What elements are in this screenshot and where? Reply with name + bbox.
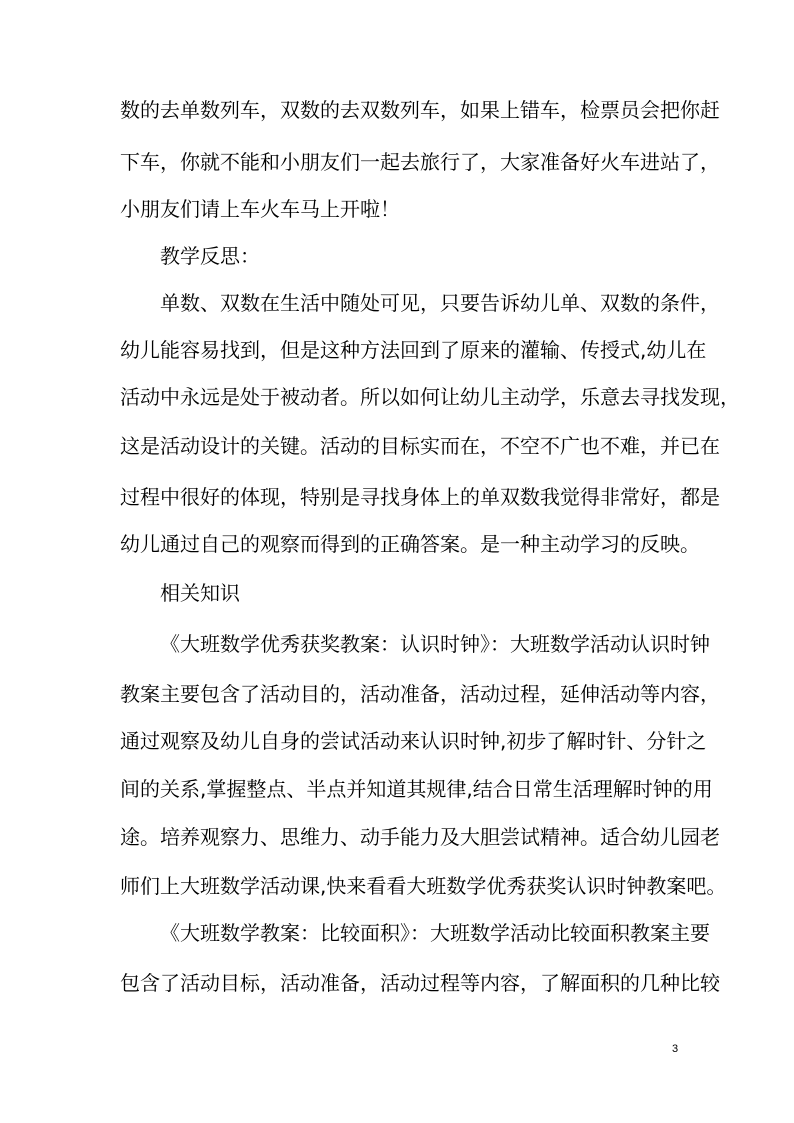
body-text-line: 《大班数学教案：比较面积》：大班数学活动比较面积教案主要 [160, 921, 710, 945]
body-text-line: 幼儿通过自己的观察而得到的正确答案。是一种主动学习的反映。 [120, 532, 700, 556]
body-text-line: 间的关系,掌握整点、半点并知道其规律,结合日常生活理解时钟的用 [120, 777, 713, 801]
body-text-line: 途。培养观察力、思维力、动手能力及大胆尝试精神。适合幼儿园老 [120, 825, 720, 849]
page-number: 3 [672, 1043, 679, 1055]
body-text-line: 通过观察及幼儿自身的尝试活动来认识时钟,初步了解时针、分针之 [120, 729, 707, 753]
body-text-line: 幼儿能容易找到，但是这种方法回到了原来的灌输、传授式,幼儿在 [120, 338, 707, 362]
body-text-line: 过程中很好的体现，特别是寻找身体上的单双数我觉得非常好，都是 [120, 485, 720, 509]
body-text-line: 数的去单数列车，双数的去双数列车，如果上错车，检票员会把你赶 [120, 98, 720, 122]
body-text-line: 教案主要包含了活动目的，活动准备，活动过程，延伸活动等内容， [120, 682, 720, 706]
body-text-line: 这是活动设计的关键。活动的目标实而在，不空不广也不难，并已在 [120, 434, 720, 458]
body-text-line: 师们上大班数学活动课,快来看看大班数学优秀获奖认识时钟教案吧。 [120, 874, 727, 898]
body-text-line: 小朋友们请上车火车马上开啦！ [120, 197, 400, 221]
body-text-line: 包含了活动目标，活动准备，活动过程等内容，了解面积的几种比较 [120, 971, 720, 995]
body-text-line: 单数、双数在生活中随处可见，只要告诉幼儿单、双数的条件， [160, 291, 720, 315]
body-text-line: 活动中永远是处于被动者。所以如何让幼儿主动学，乐意去寻找发现， [120, 385, 740, 409]
body-text-line: 《大班数学优秀获奖教案：认识时钟》：大班数学活动认识时钟 [160, 632, 710, 656]
section-heading: 教学反思： [160, 244, 260, 268]
section-heading: 相关知识 [160, 581, 240, 605]
body-text-line: 下车，你就不能和小朋友们一起去旅行了，大家准备好火车进站了， [120, 150, 720, 174]
